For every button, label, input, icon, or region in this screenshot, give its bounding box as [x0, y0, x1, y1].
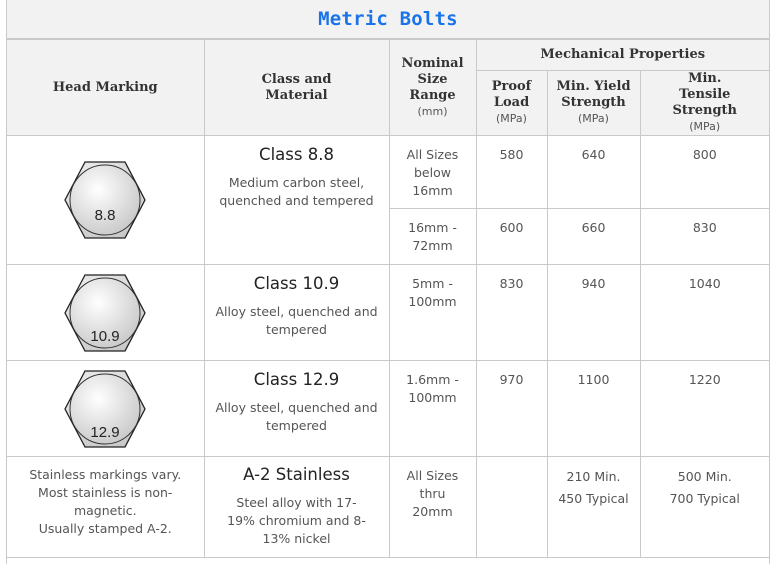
header-nominal-label: Nominal Size Range — [401, 55, 464, 103]
head-marking-10-9 — [7, 265, 204, 361]
class-cell-12-9 — [204, 361, 389, 457]
proof-10-9: 830 — [476, 265, 547, 361]
header-proof-label: Proof Load — [491, 79, 532, 110]
size-range-stainless — [389, 457, 476, 558]
class-name-8-8: Class 8.8 — [259, 145, 334, 164]
tensile-8-8-a: 800 — [640, 136, 769, 209]
size-range-8-8-a — [389, 136, 476, 209]
title-bar — [7, 0, 769, 39]
tensile-12-9: 1220 — [640, 361, 769, 457]
marking-text-12-9: 12.9 — [90, 423, 120, 441]
head-marking-12-9 — [7, 361, 204, 457]
table-title: Metric Bolts — [318, 8, 458, 30]
header-tensile-unit: (MPa) — [689, 120, 721, 133]
size-range-10-9-text: 5mm - 100mm — [408, 276, 457, 309]
class-cell-10-9 — [204, 265, 389, 361]
header-head-marking: Head Marking — [7, 40, 204, 136]
stainless-note-line-3: Usually stamped A-2. — [38, 521, 172, 536]
head-marking-8-8 — [7, 136, 204, 265]
material-stainless: Steel alloy with 17- 19% chromium and 8-13% nickel — [227, 495, 366, 546]
size-range-8-8-b-text: 16mm - 72mm — [408, 220, 457, 253]
material-8-8: Medium carbon steel, quenched and tempered — [219, 175, 374, 208]
bolt-head-10-9-icon — [60, 271, 150, 355]
header-min-yield — [547, 71, 640, 136]
header-mechanical-properties: Mechanical Properties — [476, 40, 769, 71]
header-class-material-label: Class and Material — [261, 71, 332, 103]
yield-12-9: 1100 — [547, 361, 640, 457]
yield-stainless-typical: 450 Typical — [558, 491, 629, 506]
class-name-10-9: Class 10.9 — [253, 274, 340, 293]
proof-stainless — [476, 457, 547, 558]
header-class-material — [204, 40, 389, 136]
bolt-head-8-8-icon — [60, 158, 150, 242]
size-range-10-9 — [389, 265, 476, 361]
yield-8-8-b: 660 — [547, 209, 640, 265]
material-12-9: Alloy steel, quenched and tempered — [215, 400, 378, 433]
material-10-9: Alloy steel, quenched and tempered — [215, 304, 378, 337]
tensile-stainless-typical: 700 Typical — [669, 491, 740, 506]
tensile-stainless — [640, 457, 769, 558]
size-range-12-9-text: 1.6mm - 100mm — [406, 372, 459, 405]
metric-bolts-table-container — [6, 0, 770, 564]
yield-stainless — [547, 457, 640, 558]
stainless-note-line-1: Stainless markings vary. — [29, 467, 182, 482]
header-nominal-size — [389, 40, 476, 136]
class-cell-8-8 — [204, 136, 389, 265]
size-range-stainless-text: All Sizes thru 20mm — [406, 468, 459, 519]
size-range-8-8-a-text: All Sizes below 16mm — [406, 147, 459, 198]
stainless-note-line-2: Most stainless is non-magnetic. — [38, 485, 173, 518]
marking-text-10-9: 10.9 — [90, 327, 120, 345]
tensile-8-8-b: 830 — [640, 209, 769, 265]
yield-stainless-min: 210 Min. — [566, 469, 621, 484]
class-name-12-9: Class 12.9 — [253, 370, 340, 389]
header-nominal-unit: (mm) — [417, 104, 448, 118]
tensile-stainless-min: 500 Min. — [677, 469, 732, 484]
head-marking-stainless — [7, 457, 204, 558]
bolt-head-12-9-icon — [60, 367, 150, 451]
header-min-tensile — [640, 71, 769, 136]
tensile-10-9: 1040 — [640, 265, 769, 361]
proof-8-8-b: 600 — [476, 209, 547, 265]
yield-8-8-a: 640 — [547, 136, 640, 209]
header-yield-label: Min. Yield Strength — [556, 79, 631, 110]
proof-8-8-a: 580 — [476, 136, 547, 209]
class-name-stainless: A-2 Stainless — [243, 465, 350, 484]
size-range-8-8-b — [389, 209, 476, 265]
yield-10-9: 940 — [547, 265, 640, 361]
header-proof-unit: (MPa) — [496, 112, 527, 125]
marking-text-8-8: 8.8 — [94, 207, 116, 224]
header-yield-unit: (MPa) — [578, 112, 609, 125]
size-range-12-9 — [389, 361, 476, 457]
proof-12-9: 970 — [476, 361, 547, 457]
bolt-properties-table — [7, 39, 769, 558]
header-tensile-label: Min. Tensile Strength — [672, 71, 737, 118]
header-proof-load — [476, 71, 547, 136]
class-cell-stainless — [204, 457, 389, 558]
